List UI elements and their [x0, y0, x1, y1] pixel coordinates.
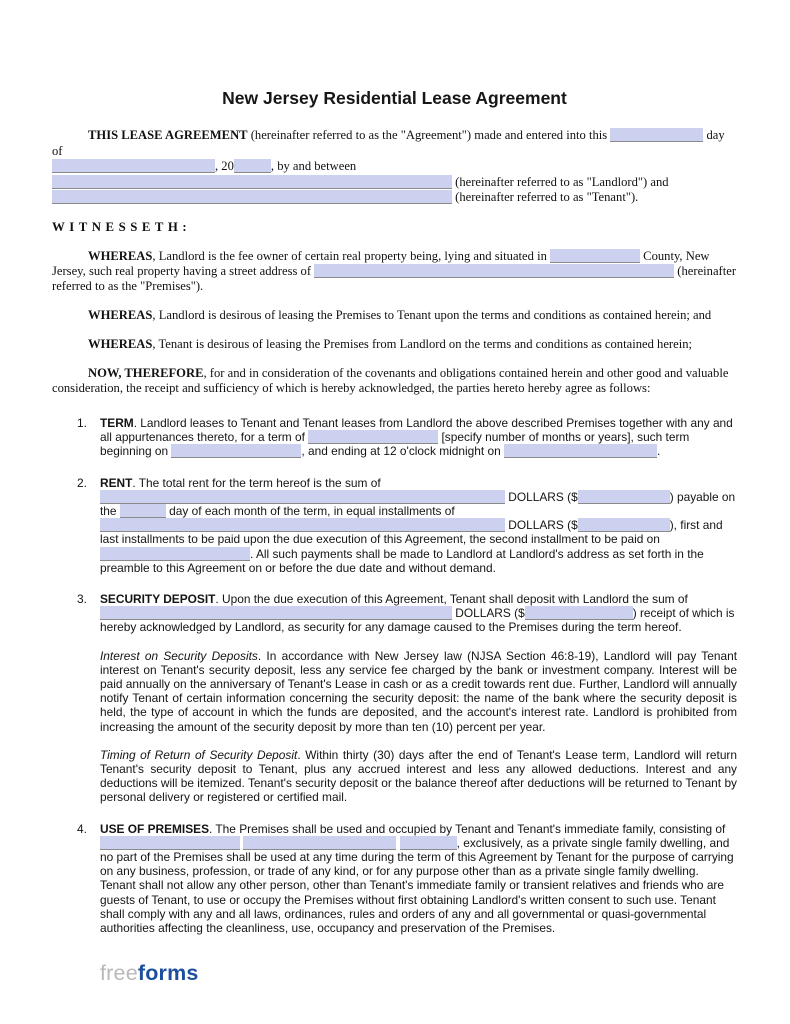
section-security-text-1: . Upon the due execution of this Agreement, Tenant shall deposit with Landlord the sum of [215, 592, 688, 606]
day-field[interactable] [610, 128, 703, 142]
occupant-field-3[interactable] [400, 836, 457, 850]
tenant-suffix: (hereinafter referred to as "Tenant"). [452, 190, 639, 205]
section-rent-text-5: DOLLARS ($ [505, 518, 578, 533]
opening-by-and-between: , by and between [270, 159, 357, 174]
rent-amount-words-field[interactable] [100, 490, 505, 504]
interest-on-deposits-lead: Interest on Security Deposits [100, 648, 258, 663]
section-term-text-3: , and ending at 12 o'clock midnight on [301, 444, 504, 459]
whereas-lead: WHEREAS [88, 336, 153, 351]
section-rent-text-4: day of each month of the term, in equal installments of [165, 503, 455, 518]
occupant-field-1[interactable] [100, 836, 240, 850]
section-use-of-premises [52, 822, 737, 936]
rent-amount-number-field[interactable] [578, 490, 670, 504]
rent-due-day-field[interactable] [120, 504, 166, 518]
section-security-text-3: ) receipt of which is hereby acknowledged by Landlord, as security for any damage caused to the Premises during the term hereof. [100, 606, 735, 635]
section-rent-heading: RENT [100, 475, 133, 490]
timing-of-return-lead: Timing of Return of Security Deposit [100, 747, 298, 762]
county-field[interactable] [550, 249, 640, 263]
numbered-sections [52, 416, 737, 935]
whereas-tenant-paragraph [52, 337, 737, 352]
whereas-lead: WHEREAS [88, 307, 153, 322]
section-security-heading: SECURITY DEPOSIT [100, 592, 216, 606]
now-therefore-text: , for and in consideration of the covenants and obligations contained herein and other good and valuable consideration, the receipt and sufficiency of which is hereby acknowledged, the parties hereto hereby agree as follows: [52, 365, 729, 395]
opening-paragraph [52, 128, 737, 206]
whereas-owner-text-2: County, New Jersey, such real property having a street address of [52, 248, 710, 278]
interest-on-deposits-text: . In accordance with New Jersey law (NJSA Section 46:8-19), Landlord will pay Tenant interest on Tenant's security deposit, less any service fee charged by the bank or investment company. Interest will be paid annually on the anniversary of Tenant's Lease in cash or as a credit towards rent due. Further, Landlord will annually notify Tenant of certain information concerning the security deposit: the name of the bank where the security deposit is held, the type of account in which the funds are deposited, and the account's interest rate. Landlord is prohibited from increasing the amount of the security deposit by more than ten (10) percent per year. [100, 648, 737, 734]
witnesseth-heading: WITNESSETH: [52, 219, 192, 234]
section-term-text-1: . Landlord leases to Tenant and Tenant leases from Landlord the above described Premises together with any and all appurtenances thereto, for a term of [100, 415, 733, 445]
landlord-suffix: (hereinafter referred to as "Landlord") and [452, 174, 669, 189]
opening-comma-20: , 20 [215, 159, 234, 174]
section-rent-text-7: . All such payments shall be made to Landlord at Landlord's address as set forth in the preamble to this Agreement on or before the due date and without demand. [100, 546, 704, 575]
opening-text: (hereinafter referred to as the "Agreement") made and entered into this [247, 128, 611, 142]
opening-lead: THIS LEASE AGREEMENT [88, 128, 248, 142]
section-security-text-2: DOLLARS ($ [452, 606, 525, 621]
whereas-tenant-text: , Tenant is desirous of leasing the Premises from Landlord on the terms and conditions as contained herein; [152, 336, 692, 351]
section-term [52, 416, 737, 459]
whereas-owner-text-1: , Landlord is the fee owner of certain real property being, lying and situated in [152, 248, 551, 263]
section-number: 3. [77, 592, 87, 606]
section-term-heading: TERM [100, 415, 134, 430]
installment-amount-number-field[interactable] [578, 518, 670, 532]
section-rent [52, 476, 737, 575]
term-start-date-field[interactable] [171, 444, 301, 458]
whereas-landlord-text: , Landlord is desirous of leasing the Premises to Tenant upon the terms and conditions as contained herein; and [152, 307, 712, 322]
section-rent-text-1: . The total rent for the term hereof is the sum of [132, 475, 381, 490]
section-use-text-1: . The Premises shall be used and occupied by Tenant and Tenant's immediate family, consisting of [209, 821, 726, 836]
section-use-heading: USE OF PREMISES [100, 821, 210, 836]
now-therefore-lead: NOW, THEREFORE [88, 365, 204, 380]
timing-of-return-paragraph [100, 748, 737, 805]
freeforms-logo [100, 961, 737, 986]
landlord-name-field[interactable] [52, 175, 452, 189]
section-rent-text-2: DOLLARS ($ [505, 489, 578, 504]
second-installment-date-field[interactable] [100, 547, 250, 561]
year-field[interactable] [234, 159, 271, 173]
interest-on-deposits-paragraph [100, 649, 737, 734]
term-length-field[interactable] [308, 430, 438, 444]
logo-text-forms: forms [137, 961, 199, 986]
section-security-deposit [52, 592, 737, 805]
section-use-text-2: , exclusively, as a private single family dwelling, and no part of the Premises shall be used at any time during the term of this Agreement by Tenant for the purpose of carrying on any business, profession, or trade of any kind, or for any purpose other than as a private single family dwelling. Tenant shall not allow any other person, other than Tenant's immediate family or transient relatives and friends who are guests of Tenant, to use or occupy the Premises without first obtaining Landlord's written consent to such use. Tenant shall comply with any and all laws, ordinances, rules and orders of any and all governmental or quasi-governmental authorities affecting the cleanliness, use, occupancy and preservation of the Premises. [100, 835, 734, 936]
section-number: 2. [77, 475, 87, 490]
whereas-landlord-paragraph [52, 308, 737, 323]
deposit-amount-number-field[interactable] [525, 606, 633, 620]
section-number: 4. [77, 821, 87, 836]
section-rent-text-3: ) payable on the [100, 489, 736, 518]
timing-of-return-text: . Within thirty (30) days after the end of Tenant's Lease term, Landlord will return Tenant's security deposit to Tenant, plus any accrued interest and less any allowed deductions. Interest and any deductions will be itemized. Tenant's security deposit or the balance thereof after deductions will be returned to Tenant by personal delivery or registered or certified mail. [100, 747, 738, 805]
installment-amount-words-field[interactable] [100, 518, 505, 532]
whereas-lead: WHEREAS [88, 248, 153, 263]
section-term-text-2: [specify number of months or years], such term beginning on [100, 430, 690, 459]
section-number: 1. [77, 415, 87, 430]
street-address-field[interactable] [314, 264, 674, 278]
month-field[interactable] [52, 159, 215, 173]
term-end-date-field[interactable] [504, 444, 657, 458]
logo-text-free: free [100, 961, 138, 986]
tenant-name-field[interactable] [52, 190, 452, 204]
occupant-field-2[interactable] [243, 836, 396, 850]
section-rent-text-6: ), first and last installments to be paid upon the due execution of this Agreement, the second installment to be paid on [100, 518, 723, 547]
now-therefore-paragraph [52, 366, 737, 396]
whereas-owner-paragraph [52, 249, 737, 294]
section-term-text-4: . [657, 444, 661, 459]
document-title: New Jersey Residential Lease Agreement [222, 88, 567, 108]
opening-day-of: day of [52, 128, 725, 158]
deposit-amount-words-field[interactable] [100, 606, 452, 620]
whereas-owner-text-3: (hereinafter referred to as the "Premises"). [52, 263, 737, 293]
